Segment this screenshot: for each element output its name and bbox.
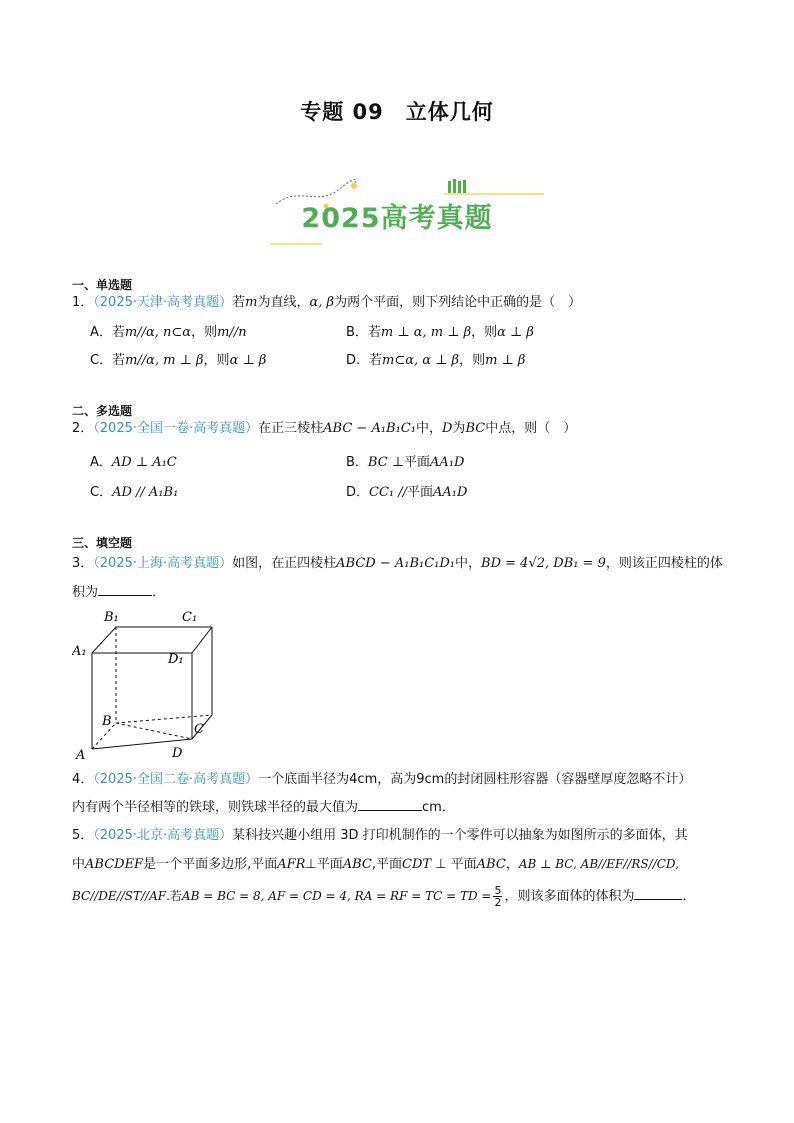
label-d1: D₁ bbox=[168, 652, 184, 667]
section-multi-choice: 二、多选题 bbox=[72, 404, 133, 418]
page-title: 专题 09 立体几何 bbox=[300, 100, 494, 124]
q2-option-a[interactable]: A．AD ⊥ A₁C bbox=[90, 455, 177, 470]
prism-figure bbox=[72, 605, 222, 765]
answer-blank[interactable] bbox=[358, 796, 422, 811]
q2-option-c[interactable]: C．AD // A₁B₁ bbox=[90, 485, 179, 500]
fraction: $\frac{5}{2}$ bbox=[494, 884, 502, 909]
label-b: B bbox=[102, 714, 112, 729]
answer-blank[interactable] bbox=[634, 885, 682, 900]
section-fill-blank: 三、填空题 bbox=[72, 536, 133, 550]
q1-option-c[interactable]: C．若m//α, m ⊥ β，则α ⊥ β bbox=[90, 353, 267, 368]
q1-option-a[interactable]: A．若m//α, n⊂α，则m//n bbox=[90, 325, 247, 340]
question-3: 3．（2025·上海·高考真题）如图，在正四棱柱ABCD − A₁B₁C₁D₁中，BD = 4√2, DB₁ = 9，则该正四棱柱的体 积为 ． bbox=[72, 556, 723, 600]
label-a: A bbox=[76, 748, 86, 763]
label-a1: A₁ bbox=[72, 644, 87, 659]
banner-heading: 2025高考真题 bbox=[301, 203, 493, 234]
q1-option-b[interactable]: B．若m ⊥ α, m ⊥ β，则α ⊥ β bbox=[346, 325, 534, 340]
label-c1: C₁ bbox=[182, 610, 198, 625]
question-5-continued: BC//DE//ST//AF.若AB = BC = 8, AF = CD = 4, RA = RF = TC = TD = $\frac{5}{2}$ ，则该多面体的体积为 ． bbox=[72, 884, 696, 909]
question-2: 2．（2025·全国一卷·高考真题）在正三棱柱ABC − A₁B₁C₁中，D为BC中点，则（ ） bbox=[72, 421, 577, 436]
question-4: 4．（2025·全国二卷·高考真题）一个底面半径为4cm，高为9cm的封闭圆柱形容器（容器壁厚度忽略不计） 内有两个半径相等的铁球，则铁球半径的最大值为 cm． bbox=[72, 772, 692, 815]
label-c: C bbox=[194, 722, 204, 737]
question-1: 1．（2025·天津·高考真题）若m为直线，α, β为两个平面，则下列结论中正确的是（ ） bbox=[72, 295, 582, 310]
answer-blank[interactable] bbox=[98, 581, 152, 596]
question-5: 5．（2025·北京·高考真题）某科技兴趣小组用 3D 打印机制作的一个零件可以抽象为如图所示的多面体，其 中ABCDEF是一个平面多边形,平面AFR⊥平面ABC,平面CDT ⊥ 平面ABC，AB ⊥ BC, AB//EF//RS//CD, bbox=[72, 828, 688, 872]
q2-option-b[interactable]: B．BC ⊥平面AA₁D bbox=[346, 455, 465, 470]
q1-option-d[interactable]: D．若m⊂α, α ⊥ β，则m ⊥ β bbox=[346, 353, 526, 368]
q2-option-d[interactable]: D．CC₁ //平面AA₁D bbox=[346, 485, 468, 500]
label-d: D bbox=[172, 746, 183, 761]
section-single-choice: 一、单选题 bbox=[72, 278, 133, 292]
label-b1: B₁ bbox=[104, 610, 119, 625]
